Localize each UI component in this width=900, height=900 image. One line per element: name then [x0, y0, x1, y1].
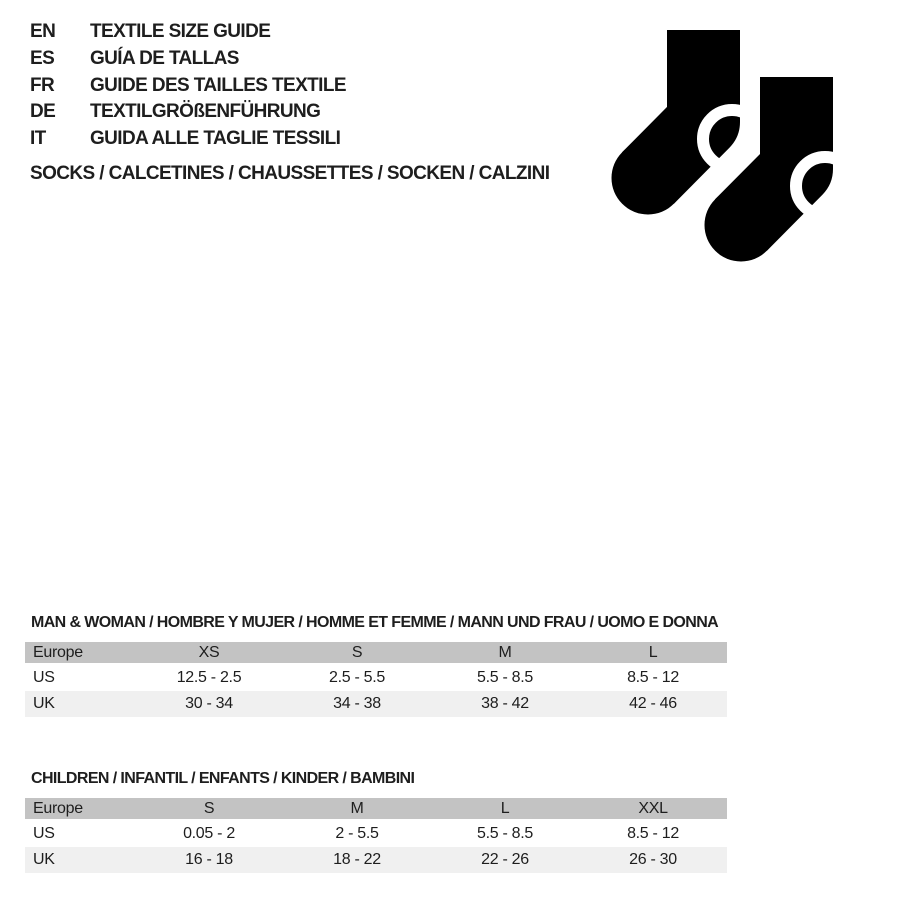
language-label: GUIDA ALLE TAGLIE TESSILI: [90, 128, 341, 150]
size-cell: 12.5 - 2.5: [176, 669, 242, 686]
size-cell: 16 - 18: [185, 851, 233, 868]
size-cell: 34 - 38: [333, 695, 381, 712]
table-row-uk: [25, 691, 727, 717]
header-cell-size: S: [203, 799, 215, 817]
size-cell: 30 - 34: [185, 695, 233, 712]
size-cell: 5.5 - 8.5: [476, 825, 533, 842]
language-row-es: [30, 46, 346, 73]
size-cell: 38 - 42: [481, 695, 529, 712]
size-cell: 22 - 26: [481, 851, 529, 868]
size-cell: 18 - 22: [333, 851, 381, 868]
language-code: EN: [30, 21, 56, 42]
language-row-fr: [30, 73, 346, 100]
table-header-row: [25, 642, 727, 663]
size-table-man-woman: [25, 613, 727, 717]
row-label: UK: [33, 851, 55, 868]
header-cell-region: Europe: [33, 643, 83, 661]
language-label: TEXTILE SIZE GUIDE: [90, 21, 271, 42]
header-cell-size: S: [351, 643, 363, 661]
table-row-uk: [25, 847, 727, 873]
category-heading: SOCKS / CALCETINES / CHAUSSETTES / SOCKEN / CALZINI: [30, 163, 550, 184]
size-table-children: [25, 769, 727, 873]
table-header-row: [25, 798, 727, 819]
language-guide-list: [30, 19, 346, 153]
language-row-en: [30, 19, 346, 46]
language-code: ES: [30, 47, 55, 69]
table-title-man-woman: MAN & WOMAN / HOMBRE Y MUJER / HOMME ET FEMME / MANN UND FRAU / UOMO E DONNA: [31, 614, 719, 631]
table-row-us: [25, 665, 727, 691]
row-label: US: [33, 669, 55, 686]
header-cell-size: L: [648, 643, 658, 661]
language-label: GUIDE DES TAILLES TEXTILE: [90, 74, 346, 96]
language-code: IT: [30, 128, 46, 150]
header-cell-size: L: [500, 799, 510, 817]
header-cell-size: M: [498, 643, 512, 661]
header-cell-size: XXL: [638, 799, 668, 817]
size-cell: 2.5 - 5.5: [328, 669, 385, 686]
language-row-it: [30, 126, 346, 153]
language-label: GUÍA DE TALLAS: [90, 47, 239, 69]
size-cell: 5.5 - 8.5: [476, 669, 533, 686]
size-cell: 8.5 - 12: [627, 825, 679, 842]
size-cell: 42 - 46: [629, 695, 677, 712]
table-title-children: CHILDREN / INFANTIL / ENFANTS / KINDER / BAMBINI: [31, 770, 415, 787]
language-code: DE: [30, 101, 56, 123]
language-label: TEXTILGRÖßENFÜHRUNG: [90, 101, 321, 123]
size-cell: 26 - 30: [629, 851, 677, 868]
size-cell: 2 - 5.5: [335, 825, 379, 842]
header-cell-region: Europe: [33, 799, 83, 817]
table-row-us: [25, 821, 727, 847]
header-cell-size: XS: [198, 643, 220, 661]
size-cell: 0.05 - 2: [183, 825, 235, 842]
socks-icon: [600, 8, 870, 273]
row-label: UK: [33, 695, 55, 712]
size-cell: 8.5 - 12: [627, 669, 679, 686]
header-cell-size: M: [350, 799, 364, 817]
language-code: FR: [30, 74, 55, 96]
language-row-de: [30, 99, 346, 126]
row-label: US: [33, 825, 55, 842]
